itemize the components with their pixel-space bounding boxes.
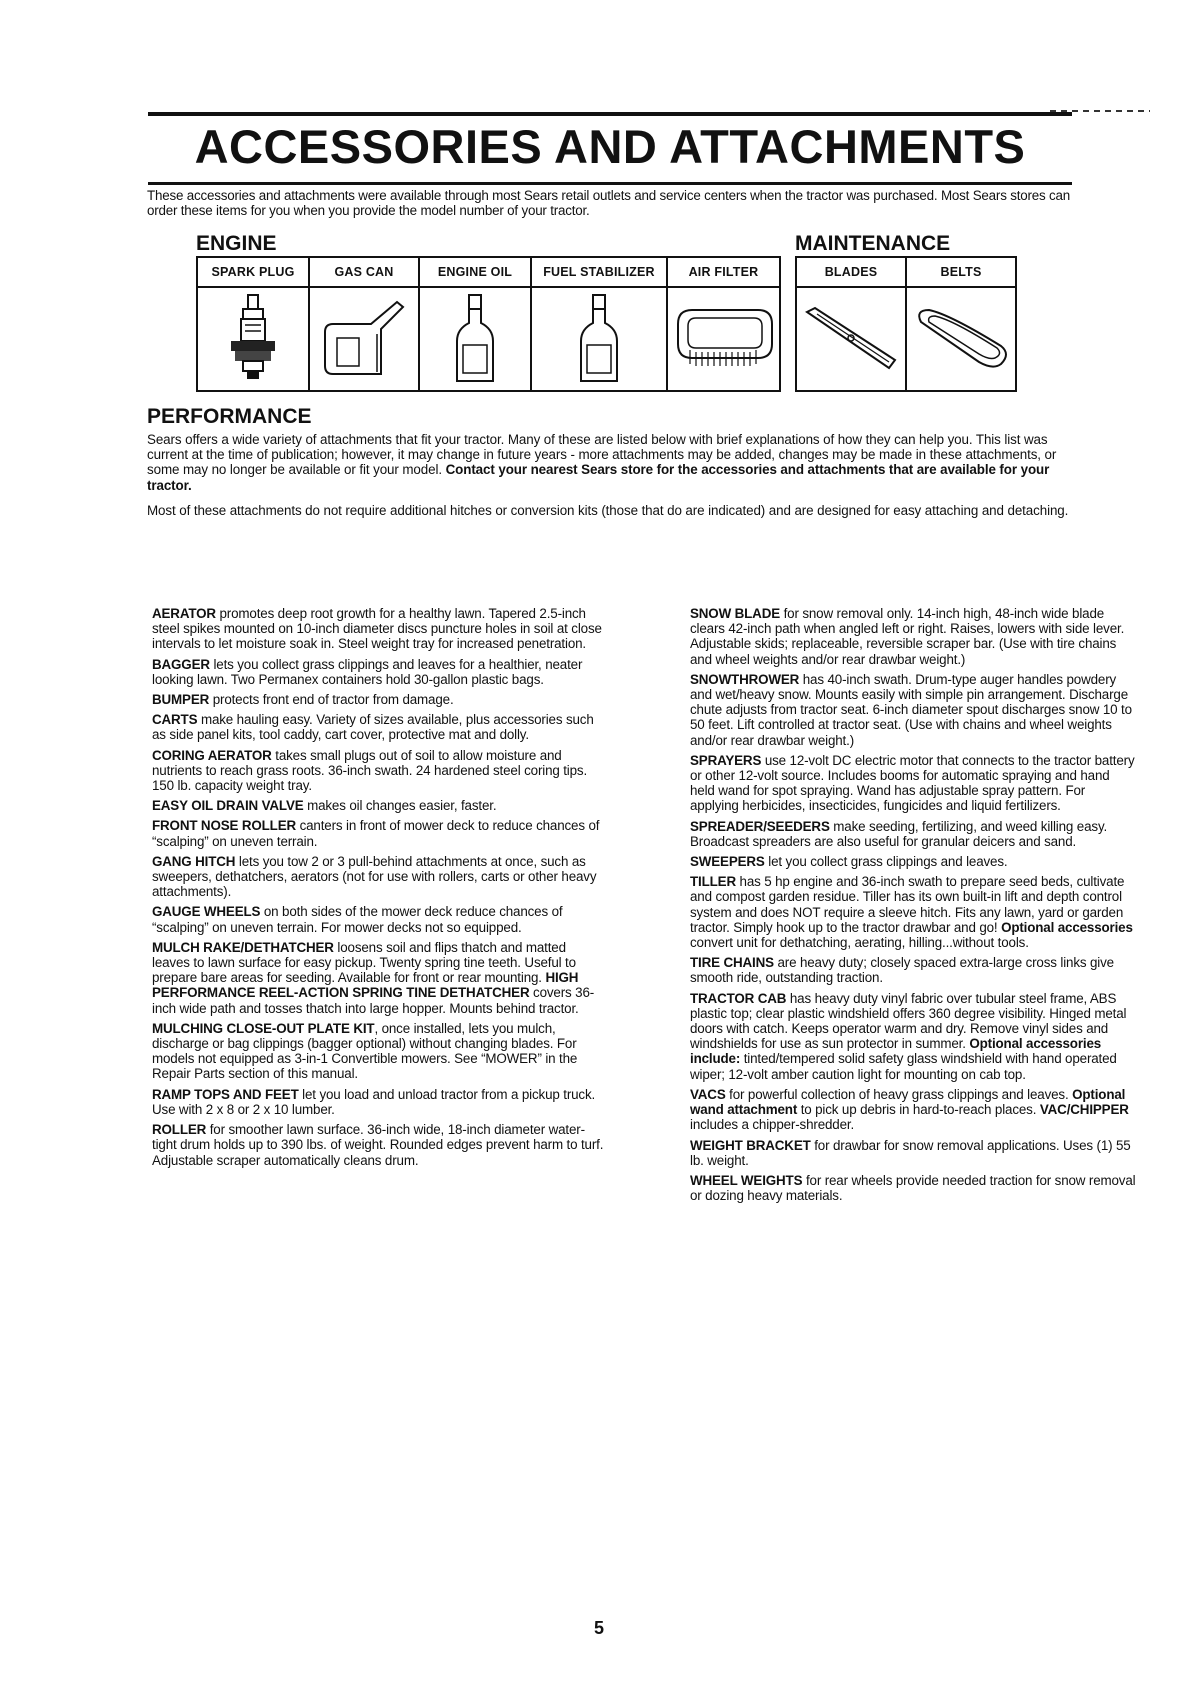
attachment-term: GAUGE WHEELS bbox=[152, 904, 261, 920]
title-rule bbox=[148, 182, 1072, 185]
attachment-description: has heavy duty vinyl fabric over tubular steel frame, ABS plastic top; clear plastic windshield offers 360 degree visibility. Hinged metal doors with catch. Keeps operator warm and dry. Remove vinyl sides and windshields for use as sun protector in summer. bbox=[690, 990, 1127, 1052]
attachment-term: ROLLER bbox=[152, 1122, 207, 1138]
attachment-subdescription: covers 36-inch wide path and tosses thatch into large hopper. Mounts behind tractor. bbox=[152, 985, 595, 1016]
attachment-term: BAGGER bbox=[152, 656, 210, 672]
gas-can-cell bbox=[308, 258, 418, 390]
attachment-entry bbox=[690, 874, 1137, 950]
attachment-description: loosens soil and flips thatch and matted leaves to lawn surface for easy pickup. Twenty spring tine teeth. Useful to prepare bare areas for seeding. Available for front or rear mounting. bbox=[152, 939, 576, 986]
fuel-stabilizer-label: FUEL STABILIZER bbox=[532, 258, 666, 288]
engine-oil-icon bbox=[420, 288, 530, 390]
attachment-subdescription: tinted/tempered solid safety glass windshield with hand operated wiper; 12-volt amber caution light for mounting on cab top. bbox=[690, 1051, 1117, 1082]
attachment-description: , once installed, lets you mulch, discharge or bag clippings (bagger optional) without changing blades. For models not equipped as 3-in-1 Convertible mowers. See “MOWER” in the Repair Parts section of this manual. bbox=[152, 1020, 578, 1082]
belt-icon bbox=[907, 288, 1015, 390]
attachment-entry bbox=[152, 1087, 607, 1117]
attachment-term: SPRAYERS bbox=[690, 752, 762, 768]
attachment-description: let you load and unload tractor from a pickup truck. Use with 2 x 8 or 2 x 10 lumber. bbox=[152, 1086, 596, 1117]
attachment-entry bbox=[152, 748, 607, 794]
attachment-subterm: Optional accessories bbox=[1001, 919, 1133, 935]
attachment-entry bbox=[690, 955, 1137, 985]
attachment-description: promotes deep root growth for a healthy lawn. Tapered 2.5-inch steel spikes mounted on 10-inch diameter discs puncture holes in soil at close intervals to let moisture soak in. Steel weight tray for increased penetration. bbox=[152, 606, 602, 652]
blade-icon bbox=[797, 288, 905, 390]
gas-can-icon bbox=[310, 288, 418, 390]
attachment-term: WHEEL WEIGHTS bbox=[690, 1172, 803, 1188]
attachment-description: takes small plugs out of soil to allow moisture and nutrients to reach grass roots. 36-inch swath. 24 hardened steel coring tips. 150 lb. capacity weight tray. bbox=[152, 747, 588, 794]
attachment-term: SNOW BLADE bbox=[690, 606, 780, 621]
engine-table bbox=[196, 256, 781, 392]
attachment-description: for drawbar for snow removal applications. Uses (1) 55 lb. weight. bbox=[690, 1137, 1131, 1168]
attachment-subdescription: convert unit for dethatching, aerating, hilling...without tools. bbox=[690, 935, 1029, 951]
attachment-description: on both sides of the mower deck reduce chances of “scalping” on uneven terrain. For mower decks not so equipped. bbox=[152, 904, 563, 935]
engine-oil-label: ENGINE OIL bbox=[420, 258, 530, 288]
air-filter-cell bbox=[666, 258, 779, 390]
attachment-term: TRACTOR CAB bbox=[690, 990, 787, 1006]
performance-paragraph-1 bbox=[147, 432, 1072, 493]
attachment-entry bbox=[152, 1122, 607, 1168]
maintenance-heading: MAINTENANCE bbox=[795, 232, 951, 255]
attachment-term: RAMP TOPS AND FEET bbox=[152, 1086, 299, 1102]
attachment-description: let you collect grass clippings and leaves. bbox=[764, 854, 1008, 870]
blades-label: BLADES bbox=[797, 258, 905, 288]
attachment-term: BUMPER bbox=[152, 692, 210, 708]
top-rule bbox=[148, 112, 1072, 116]
spark-plug-icon bbox=[198, 288, 308, 390]
attachment-description: lets you tow 2 or 3 pull-behind attachments at once, such as sweepers, dethatchers, aerators (not for use with rollers, carts or other heavy attachments). bbox=[152, 853, 597, 900]
maintenance-table bbox=[795, 256, 1017, 392]
attachment-description: make hauling easy. Variety of sizes available, plus accessories such as side panel kits, tool caddy, cart cover, protective mat and dolly. bbox=[152, 712, 594, 743]
attachment-subdescription: includes a chipper-shredder. bbox=[690, 1117, 855, 1133]
attachment-term: SWEEPERS bbox=[690, 854, 765, 870]
attachment-description: has 5 hp engine and 36-inch swath to prepare seed beds, cultivate and compost garden residue. Tiller has its own built-in lift and depth control system and does NOT require a sleeve hitch. Fits any lawn, yard or garden tractor. Simply hook up to the tractor drawbar and go! bbox=[690, 874, 1125, 935]
attachment-term: VACS bbox=[690, 1086, 726, 1102]
attachment-subterm: Optional wand attachment bbox=[690, 1086, 1126, 1118]
attachment-entry bbox=[690, 672, 1137, 748]
air-filter-icon bbox=[668, 288, 779, 390]
attachment-subterm: Optional accessories include: bbox=[690, 1036, 1102, 1067]
attachment-description: for smoother lawn surface. 36-inch wide, 18-inch diameter water-tight drum holds up to 390 lbs. of weight. Rounded edges prevent harm to turf. Adjustable scraper automatically cleans drum. bbox=[152, 1122, 604, 1168]
attachment-term: AERATOR bbox=[152, 606, 216, 621]
attachment-entry bbox=[152, 854, 607, 900]
attachment-description: lets you collect grass clippings and leaves for a healthier, neater looking lawn. Two Permanex containers hold 30-gallon plastic bags. bbox=[152, 656, 583, 687]
blades-cell bbox=[797, 258, 905, 390]
attachment-entry bbox=[690, 819, 1137, 849]
performance-bold-text: Contact your nearest Sears store for the accessories and attachments that are available for your tractor. bbox=[147, 462, 1050, 493]
attachment-term: CARTS bbox=[152, 712, 198, 728]
page-number: 5 bbox=[593, 1618, 604, 1638]
attachment-entry bbox=[152, 657, 607, 687]
attachment-term: MULCHING CLOSE-OUT PLATE KIT bbox=[152, 1020, 375, 1036]
attachment-entry bbox=[152, 798, 607, 813]
attachment-description: protects front end of tractor from damage. bbox=[209, 692, 454, 708]
attachment-description: for rear wheels provide needed traction for snow removal or dozing heavy materials. bbox=[690, 1172, 1136, 1204]
attachment-description: canters in front of mower deck to reduce chances of “scalping” on uneven terrain. bbox=[152, 818, 600, 849]
fuel-stabilizer-icon bbox=[532, 288, 666, 390]
attachment-term: SNOWTHROWER bbox=[690, 671, 800, 687]
attachment-entry bbox=[152, 904, 607, 934]
attachment-description: for powerful collection of heavy grass clippings and leaves. bbox=[725, 1086, 1073, 1102]
engine-oil-cell bbox=[418, 258, 530, 390]
spark-plug-label: SPARK PLUG bbox=[198, 258, 308, 288]
attachment-term: TIRE CHAINS bbox=[690, 955, 774, 971]
intro-text: These accessories and attachments were available through most Sears retail outlets and service centers when the tractor was purchased. Most Sears stores can order these items for you when you provide the model number of your tractor. bbox=[147, 188, 1070, 218]
attachment-description: make seeding, fertilizing, and weed killing easy. Broadcast spreaders are also useful for granular deicers and sand. bbox=[690, 818, 1108, 849]
attachment-subterm: HIGH PERFORMANCE REEL-ACTION SPRING TINE DETHATCHER bbox=[152, 970, 579, 1001]
attachment-description: use 12-volt DC electric motor that connects to the tractor battery or other 12-volt source. Includes booms for automatic spraying and hand held wand for spot spraying. Wand has adjustable spray pattern. For applying herbicides, insecticides, fungicides and liquid fertilizers. bbox=[690, 752, 1135, 814]
attachment-entry bbox=[152, 1021, 607, 1082]
attachment-description: are heavy duty; closely spaced extra-large cross links give smooth ride, outstanding traction. bbox=[690, 955, 1114, 986]
attachment-entry bbox=[152, 818, 607, 848]
attachment-entry bbox=[152, 606, 607, 652]
attachment-entry bbox=[152, 712, 607, 742]
performance-text: Sears offers a wide variety of attachments that fit your tractor. Many of these are listed below with brief explanations of how they can help you. This list was current at the time of publication; however, it may change in future years - more attachments may be added, changes may be made in these attachments, or some may no longer be available or fit your model. bbox=[147, 432, 1057, 478]
attachment-entry bbox=[690, 606, 1137, 667]
spark-plug-cell bbox=[198, 258, 308, 390]
attachment-entry bbox=[690, 1087, 1137, 1133]
attachment-description: for snow removal only. 14-inch high, 48-inch wide blade clears 42-inch path when angled left or right. Raises, lowers with side lever. Adjustable skids; replaceable, reversible scraper bar. (Use with tire chains and wheel weights and/or rear drawbar weight.) bbox=[690, 606, 1125, 667]
belts-cell bbox=[905, 258, 1015, 390]
attachment-term: CORING AERATOR bbox=[152, 747, 272, 763]
attachment-term: WEIGHT BRACKET bbox=[690, 1137, 811, 1153]
attachment-term: MULCH RAKE/DETHATCHER bbox=[152, 939, 334, 955]
fuel-stabilizer-cell bbox=[530, 258, 666, 390]
attachment-description: makes oil changes easier, faster. bbox=[303, 798, 497, 814]
engine-heading: ENGINE bbox=[196, 232, 277, 255]
attachment-entry bbox=[152, 940, 607, 1016]
attachment-term: SPREADER/SEEDERS bbox=[690, 818, 830, 834]
performance-heading: PERFORMANCE bbox=[147, 405, 312, 428]
attachment-subdescription: to pick up debris in hard-to-reach places. bbox=[797, 1102, 1040, 1118]
attachment-entry bbox=[690, 991, 1137, 1082]
attachment-term: EASY OIL DRAIN VALVE bbox=[152, 798, 304, 814]
belts-label: BELTS bbox=[907, 258, 1015, 288]
attachment-term: GANG HITCH bbox=[152, 853, 236, 869]
left-column bbox=[152, 606, 607, 1173]
attachment-entry bbox=[690, 1138, 1137, 1168]
attachment-term: TILLER bbox=[690, 874, 736, 890]
attachment-entry bbox=[152, 692, 607, 707]
page-title: ACCESSORIES AND ATTACHMENTS bbox=[194, 120, 1026, 173]
attachment-term: FRONT NOSE ROLLER bbox=[152, 818, 297, 834]
attachment-entry bbox=[690, 753, 1137, 814]
attachment-subterm: VAC/CHIPPER bbox=[1039, 1102, 1129, 1118]
attachment-description: has 40-inch swath. Drum-type auger handles powdery and wet/heavy snow. Mounts easily with simple pin arrangement. Discharge chute adjusts from tractor seat. 6-inch diameter spout discharges snow 10 to 50 feet. Lift controlled at tractor seat. (Use with chains and wheel weights and/or rear drawbar weight.) bbox=[690, 671, 1132, 748]
air-filter-label: AIR FILTER bbox=[668, 258, 779, 288]
gas-can-label: GAS CAN bbox=[310, 258, 418, 288]
top-rule-tail bbox=[1050, 110, 1150, 112]
performance-paragraph-2: Most of these attachments do not require additional hitches or conversion kits (those that do are indicated) and are designed for easy attaching and detaching. bbox=[147, 503, 1069, 518]
right-column bbox=[690, 606, 1137, 1208]
attachment-entry bbox=[690, 854, 1137, 869]
attachment-entry bbox=[690, 1173, 1137, 1203]
